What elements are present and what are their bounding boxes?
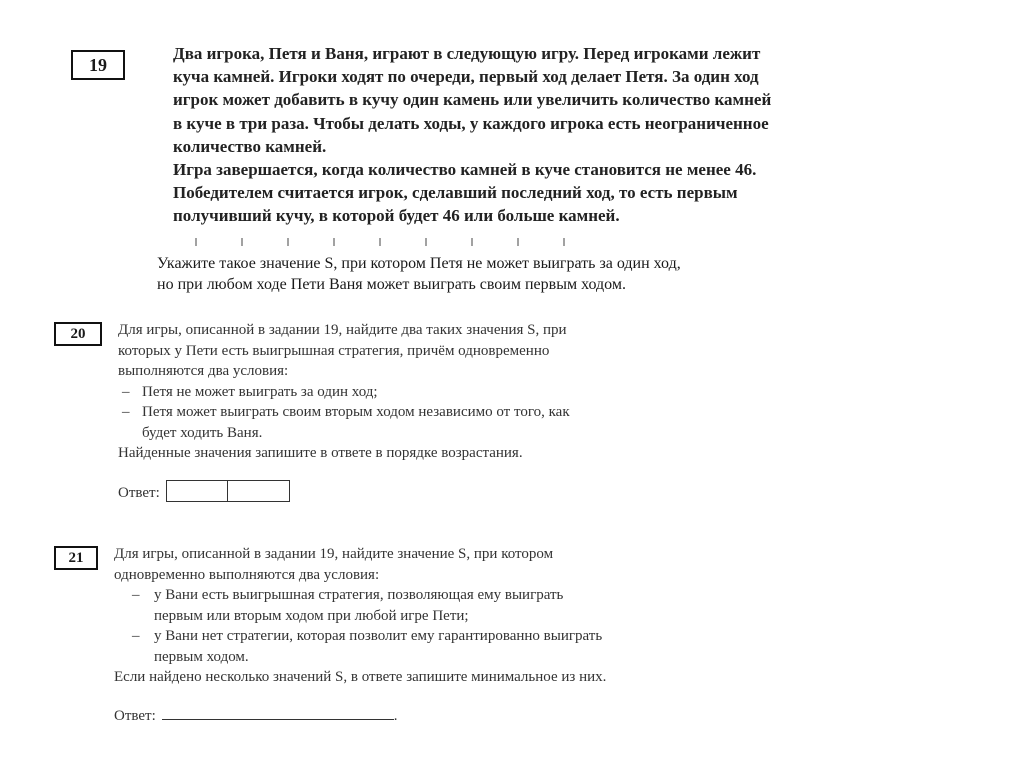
task-21-condition-2-line-2: первым ходом. <box>154 648 249 665</box>
task-19-line-4-c: . Чтобы делать ходы, у каждого игрока есть неограниченное <box>304 113 769 133</box>
dash-bullet: – <box>132 587 140 603</box>
task-21-condition-1 <box>114 585 684 626</box>
task-19-question-line-2: но при любом ходе Пети Ваня может выиграть своим первым ходом. <box>157 276 626 293</box>
task-19-line-3 <box>173 88 783 111</box>
task-21-condition-1-line-2: первым или вторым ходом при любой игре Пети; <box>154 607 469 624</box>
task-21-intro-2: одновременно выполняются два условия: <box>114 566 380 583</box>
task-19-line-4 <box>173 112 783 135</box>
task-21-text <box>114 544 684 688</box>
task-19-emph-add: добавить <box>274 90 345 110</box>
task-20-answer-boxes <box>166 480 290 502</box>
task-21-answer <box>114 703 398 725</box>
task-19-question <box>157 253 777 295</box>
task-20-answer-label: Ответ: <box>118 485 160 501</box>
task-20-outro: Найденные значения запишите в ответе в порядке возрастания. <box>118 445 523 461</box>
task-19-question-line-1: Укажите такое значение S, при котором Петя не может выиграть за один ход, <box>157 255 681 272</box>
task-19-line-1: Два игрока, Петя и Ваня, играют в следующую игру. Перед игроками лежит <box>173 44 761 63</box>
task-21-outro: Если найдено несколько значений S, в ответе запишите минимальное из них. <box>114 669 607 685</box>
task-19-emph-three-times: три раза <box>239 113 305 133</box>
task-20-condition-1-text: Петя не может выиграть за один ход; <box>142 383 378 400</box>
task-21-answer-label: Ответ: <box>114 708 156 724</box>
task-20-intro-3: выполняются два условия: <box>118 363 289 379</box>
task-19-line-6: Игра завершается, когда количество камней в куче становится не менее 46. <box>173 160 757 180</box>
task-19-line-3-c: в кучу <box>344 90 403 110</box>
task-19-line-8: получивший кучу, в которой будет 46 или больше камней. <box>173 206 620 226</box>
dash-bullet: – <box>122 404 130 420</box>
task-19-text <box>173 42 783 228</box>
task-19-line-7: Победителем считается игрок, сделавший последний ход, то есть первым <box>173 183 738 203</box>
blurred-text-fragment <box>195 238 575 246</box>
task-20-intro-2: которых у Пети есть выигрышная стратегия, причём одновременно <box>118 342 550 359</box>
task-21-answer-field[interactable] <box>162 703 394 720</box>
task-20-text <box>118 320 688 464</box>
task-19-line-4-a: в куче в <box>173 113 240 133</box>
dash-bullet: – <box>122 383 130 400</box>
task-19-line-3-e: или увеличить количество камней <box>499 90 772 110</box>
task-20-answer-cell-1[interactable] <box>166 480 228 502</box>
task-21-condition-2-line-1: у Вани нет стратегии, которая позволит ему гарантированно выиграть <box>154 628 603 644</box>
task-19-emph-one-stone: один камень <box>402 90 500 110</box>
task-19-line-3-a: игрок может <box>173 90 275 110</box>
task-20-answer <box>118 480 290 502</box>
task-21-condition-1-line-1: у Вани есть выигрышная стратегия, позволяющая ему выиграть <box>154 587 564 603</box>
task-20-intro-1: Для игры, описанной в задании 19, найдите два таких значения S, при <box>118 322 567 338</box>
task-21-answer-suffix: . <box>393 708 398 724</box>
task-20-condition-2-line-2: будет ходить Ваня. <box>142 424 263 441</box>
task-20-condition-2-line-1: Петя может выиграть своим вторым ходом независимо от того, как <box>142 404 570 420</box>
dash-bullet: – <box>132 628 140 644</box>
task-19-line-5: количество камней. <box>173 136 327 156</box>
task-19-number: 19 <box>71 50 125 80</box>
task-19-line-2: куча камней. Игроки ходят по очереди, первый ход делает Петя. За один ход <box>173 67 759 87</box>
task-20-number: 20 <box>54 322 102 346</box>
task-20-condition-1 <box>118 382 688 403</box>
task-20-condition-2 <box>118 402 688 443</box>
task-20-answer-cell-2[interactable] <box>228 480 290 502</box>
task-21-condition-2 <box>114 626 684 667</box>
task-21-intro-1: Для игры, описанной в задании 19, найдите значение S, при котором <box>114 546 554 562</box>
task-21-number: 21 <box>54 546 98 570</box>
